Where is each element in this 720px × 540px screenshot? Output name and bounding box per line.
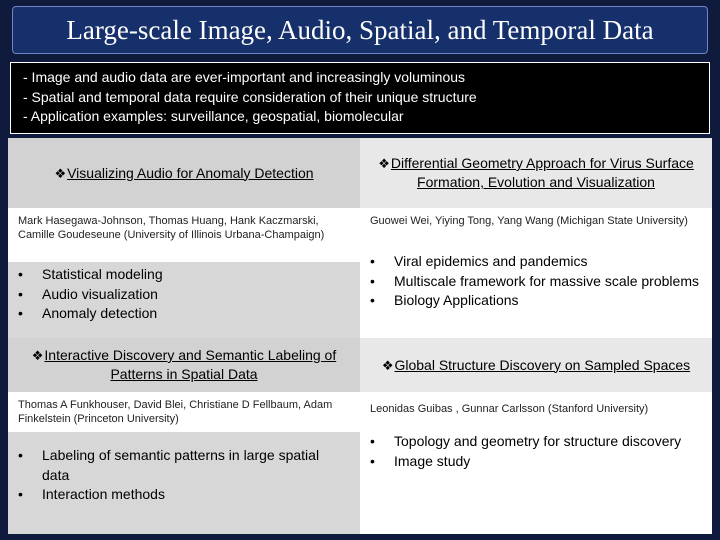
authors-global: Leonidas Guibas , Gunnar Carlsson (Stanford University)	[360, 392, 712, 426]
bullet-dot-icon: •	[18, 486, 23, 502]
list-item: • Multiscale framework for massive scale problems	[360, 272, 712, 292]
right-column	[360, 138, 712, 534]
section-title-audio	[8, 138, 360, 208]
bullet-dot-icon: •	[370, 292, 375, 308]
section-title-global	[360, 338, 712, 392]
diamond-bullet-icon: ❖	[54, 165, 67, 181]
summary-line: - Spatial and temporal data require consideration of their unique structure	[23, 88, 477, 105]
bullet-list-spatial	[8, 446, 360, 505]
list-item: • Interaction methods	[8, 485, 360, 505]
bullet-dot-icon: •	[370, 272, 375, 289]
section-title-spatial	[8, 338, 360, 392]
list-item: • Labeling of semantic patterns in large spatial data	[18, 447, 320, 483]
section-title-text: Visualizing Audio for Anomaly Detection	[67, 164, 314, 181]
bullet-list-geometry	[360, 252, 712, 311]
bullet-dot-icon: •	[18, 266, 23, 282]
section-title-text: Interactive Discovery and Semantic Labeling of Patterns in Spatial Data	[44, 347, 337, 382]
section-title-text: Global Structure Discovery on Sampled Spaces	[394, 356, 691, 373]
list-item: • Biology Applications	[360, 291, 712, 311]
diamond-bullet-icon: ❖	[31, 348, 44, 363]
summary-line: - Application examples: surveillance, geospatial, biomolecular	[23, 108, 404, 124]
bullet-dot-icon: •	[18, 447, 23, 463]
section-title-geometry	[360, 138, 712, 208]
authors-audio: Mark Hasegawa-Johnson, Thomas Huang, Hank Kaczmarski, Camille Goudeseune (University of Illinois Urbana-Champaign)	[8, 208, 360, 262]
section-title-text: Differential Geometry Approach for Virus Surface Formation, Evolution and Visualization	[390, 155, 694, 190]
authors-geometry: Guowei Wei, Yiying Tong, Yang Wang (Michigan State University)	[360, 208, 712, 250]
bullet-dot-icon: •	[18, 285, 23, 302]
bullet-dot-icon: •	[370, 452, 375, 469]
list-item: • Viral epidemics and pandemics	[360, 252, 712, 272]
projects-panel	[8, 138, 712, 534]
bullet-dot-icon: •	[370, 253, 375, 269]
authors-spatial: Thomas A Funkhouser, David Blei, Christiane D Fellbaum, Adam Finkelstein (Princeton University)	[8, 392, 360, 432]
diamond-bullet-icon: ❖	[378, 156, 390, 171]
bullet-dot-icon: •	[18, 305, 23, 321]
left-column	[8, 138, 360, 534]
slide-title: Large-scale Image, Audio, Spatial, and Temporal Data	[66, 14, 654, 45]
list-item: • Audio visualization	[8, 285, 360, 305]
diamond-bullet-icon: ❖	[381, 357, 394, 373]
list-item: • Anomaly detection	[8, 304, 360, 324]
summary-box	[10, 62, 710, 134]
list-item: • Statistical modeling	[8, 265, 360, 285]
list-item: • Topology and geometry for structure discovery	[360, 432, 712, 452]
title-bar	[12, 6, 708, 54]
bullet-dot-icon: •	[370, 433, 375, 449]
bullet-list-global	[360, 432, 712, 471]
bullet-list-audio	[8, 265, 360, 324]
summary-line: - Image and audio data are ever-important and increasingly voluminous	[23, 69, 466, 85]
list-item: • Image study	[360, 452, 712, 472]
